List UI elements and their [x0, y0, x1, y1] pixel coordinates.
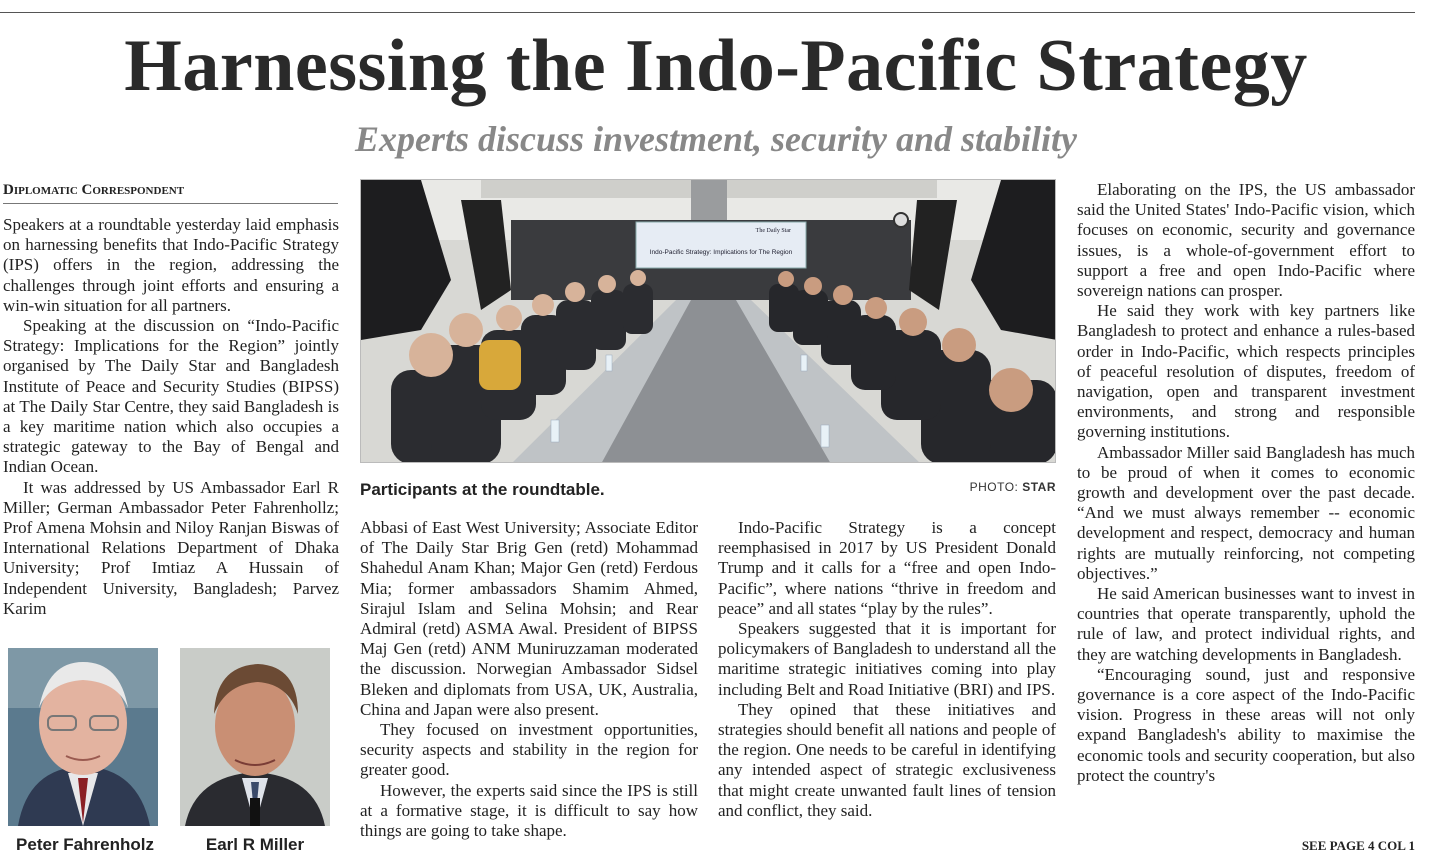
banner-logo: The Daily Star — [755, 228, 791, 234]
paragraph: Indo-Pacific Strategy is a concept reemphasised in 2017 by US President Donald Trump and it calls for a “free and open Indo-Pacific”, where nations “thrive in freedom and peace” and all states “play by the rules”. — [718, 518, 1056, 618]
paragraph: They opined that these initiatives and strategies should benefit all nations and people of the region. One needs to be careful in identifying any intended aspect of strategic exclusiveness that might create unwanted fault lines of tension and conflict, they said. — [718, 699, 1056, 820]
banner-title: Indo-Pacific Strategy: Implications for The Region — [649, 249, 793, 256]
photo-credit — [900, 480, 1056, 494]
paragraph: “Encouraging sound, just and responsive governance is a core aspect of the Indo-Pacific vision. Progress in these areas will not only expand Bangladesh's ability to maximise the economic tools and security cooperation, but also protect the country's — [1077, 664, 1415, 785]
photo-credit-label: PHOTO: — [969, 480, 1019, 494]
portrait-photo — [8, 648, 158, 826]
paragraph: He said American businesses want to invest in countries that operate transparently, uphold the rule of law, and protect individual rights, and they are watching developments in Bangladesh. — [1077, 584, 1415, 664]
article-column-2 — [360, 518, 698, 858]
paragraph: Abbasi of East West University; Associate Editor of The Daily Star Brig Gen (retd) Mohammad Shahedul Anam Khan; Major Gen (retd) Ferdous Mia; former ambassadors Shamim Ahmed, Sirajul Islam and Selina Mohsin; and Rear Admiral (retd) ASMA Awal. President of BIPSS Maj Gen (retd) ANM Muniruzzaman moderated the discussion. Norwegian Ambassador Sidsel Bleken and diplomats from USA, UK, Australia, China and Japan were also present. — [360, 518, 698, 719]
paragraph: It was addressed by US Ambassador Earl R Miller; German Ambassador Peter Fahrenhollz; Prof Amena Mohsin and Niloy Ranjan Biswas of International Relations Department of Dhaka University; Prof Imtiaz A Hussain of Independent University, Bangladesh; Parvez Karim — [3, 477, 339, 618]
paragraph: He said they work with key partners like Bangladesh to protect and enhance a rules-based order in Indo-Pacific, which respects principles of peaceful resolution of disputes, freedom of navigation, open and transparent investment environments, and strong and responsible governing institutions. — [1077, 301, 1415, 442]
paragraph: Elaborating on the IPS, the US ambassador said the United States' Indo-Pacific vision, which focuses on economic, security and governance issues, is a whole-of-government effort to support a free and open Indo-Pacific where sovereign nations can prosper. — [1077, 180, 1415, 301]
article-column-1 — [3, 215, 339, 635]
roundtable-photo-illustration — [361, 180, 1056, 463]
portrait-photo — [180, 648, 330, 826]
portrait-name: Peter Fahrenholz — [16, 835, 154, 854]
paragraph: Speaking at the discussion on “Indo-Pacific Strategy: Implications for the Region” jointly organised by The Daily Star and Bangladesh Institute of Peace and Security Studies (BIPSS) at The Daily Star Centre, they said Bangladesh is a key maritime nation which also occupies a strategic gateway to the Bay of Bengal and Indian Ocean. — [3, 316, 339, 477]
photo-caption: Participants at the roundtable. — [360, 480, 605, 499]
top-rule — [0, 12, 1415, 13]
article-column-3 — [718, 518, 1056, 858]
paragraph: However, the experts said since the IPS is still at a formative stage, it is difficult to say how things are going to take shape. — [360, 780, 698, 841]
paragraph: Ambassador Miller said Bangladesh has much to be proud of when it comes to economic growth and development over the past decade. “And we must always remember -- economic development and respect, democracy and human rights are mutually reinforcing, not competing objectives.” — [1077, 442, 1415, 583]
paragraph: Speakers suggested that it is important for policymakers of Bangladesh to understand all the maritime strategic initiatives coming into play including Belt and Road Initiative (BRI) and IPS. — [718, 619, 1056, 699]
subheadline: Experts discuss investment, security and stability — [354, 119, 1078, 159]
photo-credit-source: STAR — [1022, 480, 1056, 494]
headline: Harnessing the Indo-Pacific Strategy — [124, 25, 1308, 107]
roundtable-photo — [360, 179, 1056, 463]
paragraph: Speakers at a roundtable yesterday laid emphasis on harnessing benefits that Indo-Pacific Strategy (IPS) offers in the region, addressing the challenges through joint efforts and ensuring a win-win situation for all partners. — [3, 215, 339, 315]
portrait-name: Earl R Miller — [205, 835, 305, 854]
article-column-4 — [1077, 180, 1415, 835]
portrait-illustration — [8, 648, 158, 826]
byline: Diplomatic Correspondent — [3, 180, 338, 204]
paragraph: They focused on investment opportunities, security aspects and stability in the region for greater good. — [360, 720, 698, 780]
portrait-illustration — [180, 648, 330, 826]
jump-line: SEE PAGE 4 COL 1 — [1301, 838, 1415, 853]
